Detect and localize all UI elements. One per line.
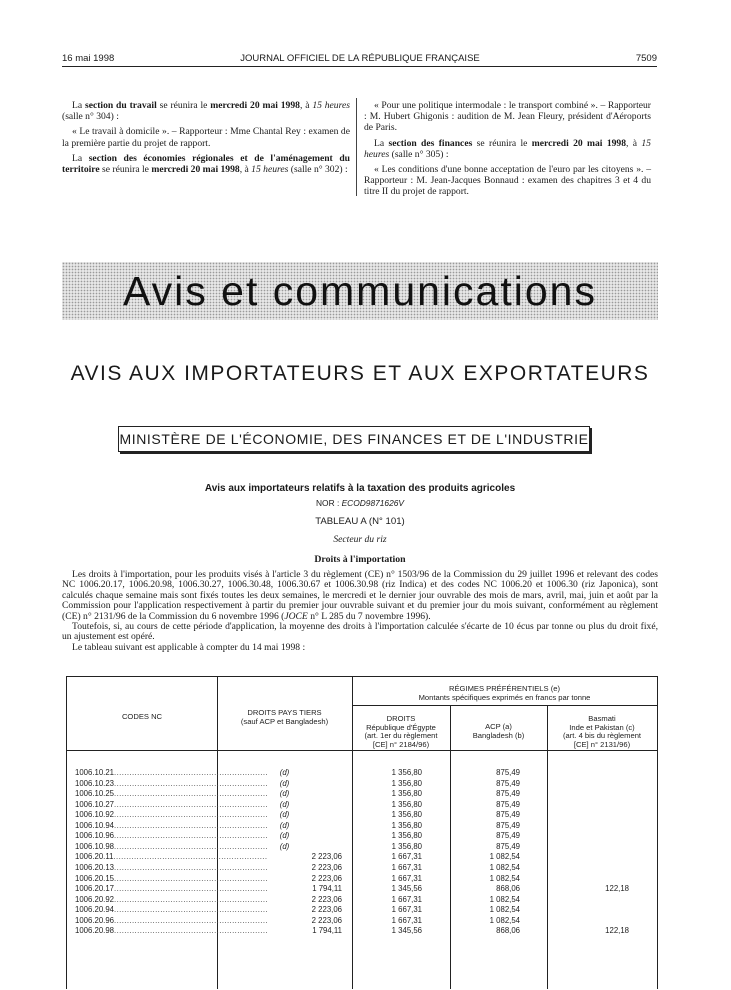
tiers-cell: 2 223,06: [311, 852, 342, 862]
egypte-cell: 1 356,80: [391, 778, 422, 788]
header-acp-line1: ACP (a): [485, 722, 512, 731]
egypte-cell: 1 356,80: [391, 799, 422, 809]
tiers-cell: (d): [279, 778, 290, 788]
tiers-cell: 1 794,11: [312, 926, 342, 936]
code-cell: 1006.10.92............................................................: [75, 810, 269, 820]
header-egypte: [352, 715, 450, 749]
code-cell: 1006.10.98............................................................: [75, 841, 269, 851]
acp-cell: 875,49: [496, 768, 520, 777]
code-cell: 1006.20.98............................................................: [75, 926, 269, 936]
egypte-cell: 1 667,31: [391, 915, 422, 925]
tiers-cell: (d): [279, 768, 290, 777]
acp-cell: 868,06: [496, 926, 520, 936]
code-cell: 1006.10.27............................................................: [75, 799, 269, 809]
header-basmati-line4: [CE] n° 2131/96): [573, 739, 631, 749]
egypte-cell: 1 667,31: [391, 873, 422, 883]
header-acp-line2: Bangladesh (b): [472, 730, 525, 740]
acp-cell: 868,06: [496, 884, 520, 894]
code-cell: 1006.10.21............................................................: [75, 768, 269, 777]
egypte-cell: 1 356,80: [391, 810, 422, 820]
egypte-cell: 1 667,31: [391, 894, 422, 904]
basmati-cell: 122,18: [605, 926, 629, 936]
notice-paragraph: Les droits à l'importation, pour les produits visés à l'article 3 du règlement (CE) n° 1503/96 de la Commission du 29 juillet 1996 et relevant des codes NC 1006.20.17, 1006.20.98, 1006.30.27, 1006.30.48, 1006.30.67 et 1006.30.98 (riz Indica) et des codes NC 1006.20 et 1006.30 (riz Japonica), sont calculés chaque semaine mais sont fixés toutes les deux semaines, le mercredi et le dernier jour ouvrable des mois de mars, avril, mai, juin et août par la Commission pour l'application respectivement à partir du premier jour ouvrable suivant et du premier jour du mois suivant, conformément au règlement (CE) n° 2131/96 de la Commission du 6 novembre 1996 (JOCE n° L 285 du 7 novembre 1996).: [62, 569, 658, 622]
egypte-cell: 1 667,31: [391, 905, 422, 915]
header-egypte-line4: [CE] n° 2184/96): [372, 739, 430, 749]
left-column-paragraph: La section des économies régionales et de l'aménagement du territoire se réunira le mercredi 20 mai 1998, à 15 heures (salle n° 302) :: [62, 152, 350, 176]
acp-cell: 1 082,54: [489, 915, 520, 925]
header-basmati: [547, 715, 657, 749]
egypte-cell: 1 356,80: [391, 841, 422, 851]
egypte-cell: 1 667,31: [391, 862, 422, 872]
header-regimes-line2: Montants spécifiques exprimés en francs par tonne: [418, 692, 591, 702]
acp-cell: 1 082,54: [489, 862, 520, 872]
section-title: AVIS AUX IMPORTATEURS ET AUX EXPORTATEURS: [70, 362, 650, 385]
column-divider: [356, 98, 357, 196]
acp-cell: 875,49: [496, 820, 520, 830]
header-egypte-line3: (art. 1er du règlement: [364, 731, 438, 741]
code-cell: 1006.10.25............................................................: [75, 789, 269, 799]
code-cell: 1006.20.13............................................................: [75, 862, 269, 872]
page-number: 7509: [635, 53, 657, 64]
tiers-cell: (d): [279, 789, 290, 799]
tiers-cell: (d): [279, 841, 290, 851]
header-rule: [62, 66, 657, 67]
banner-title: Avis et communications: [123, 268, 597, 314]
nor-label: NOR :: [316, 498, 342, 508]
notice-title: Avis aux importateurs relatifs à la taxation des produits agricoles: [204, 483, 516, 494]
right-column: [364, 100, 651, 202]
tiers-cell: (d): [279, 799, 290, 809]
tiers-cell: 2 223,06: [311, 905, 342, 915]
acp-cell: 1 082,54: [489, 873, 520, 883]
header-acp: [450, 723, 547, 740]
tiers-cell: (d): [279, 820, 290, 830]
acp-cell: 1 082,54: [489, 905, 520, 915]
header-basmati-line2: Inde et Pakistan (c): [569, 722, 635, 732]
ministry-box: MINISTÈRE DE L'ÉCONOMIE, DES FINANCES ET DE L'INDUSTRIE: [118, 426, 590, 452]
tiers-cell: (d): [279, 831, 290, 841]
subtitle: Droits à l'importation: [314, 554, 406, 565]
acp-cell: 875,49: [496, 778, 520, 788]
header-basmati-line1: Basmati: [588, 714, 616, 723]
notice-paragraph: Toutefois, si, au cours de cette période d'application, la moyenne des droits à l'importation calculée s'écarte de 10 écus par tonne ou plus du droit fixé, un ajustement est opéré.: [62, 621, 658, 643]
right-column-paragraph: « Pour une politique intermodale : le transport combiné ». – Rapporteur : M. Hubert Ghigonis : audition de M. Jean Fleury, président d'Aéroports de Paris.: [364, 100, 651, 134]
acp-cell: 875,49: [496, 789, 520, 799]
egypte-cell: 1 345,56: [391, 926, 422, 936]
header-tiers-line1: DROITS PAYS TIERS: [247, 708, 322, 717]
code-cell: 1006.10.23............................................................: [75, 778, 269, 788]
tiers-cell: 2 223,06: [311, 894, 342, 904]
egypte-cell: 1 667,31: [391, 852, 422, 862]
basmati-cell: 122,18: [605, 884, 629, 894]
right-column-paragraph: « Les conditions d'une bonne acceptation de l'euro par les citoyens ». – Rapporteur : M. Jean-Jacques Bonnaud : examen des chapitres 3 et 4 du titre II du projet de rapport.: [364, 164, 651, 198]
journal-title: JOURNAL OFFICIEL DE LA RÉPUBLIQUE FRANÇAISE: [240, 53, 480, 64]
tiers-cell: 1 794,11: [312, 884, 342, 894]
header-egypte-line2: République d'Égypte: [366, 722, 436, 732]
notice-body: [62, 570, 658, 653]
code-cell: 1006.20.94............................................................: [75, 905, 269, 915]
acp-cell: 875,49: [496, 841, 520, 851]
tiers-cell: (d): [279, 810, 290, 820]
header-regimes: [352, 685, 657, 702]
tiers-cell: 2 223,06: [311, 915, 342, 925]
left-column-paragraph: La section du travail se réunira le mercredi 20 mai 1998, à 15 heures (salle n° 304) :: [62, 100, 350, 123]
code-cell: 1006.20.17............................................................: [75, 884, 269, 894]
header-tiers: [217, 709, 352, 726]
header-codes: CODES NC: [121, 712, 163, 721]
acp-cell: 875,49: [496, 831, 520, 841]
right-column-paragraph: La section des finances se réunira le mercredi 20 mai 1998, à 15 heures (salle n° 305) :: [364, 137, 651, 160]
sector-label: Secteur du riz: [333, 534, 387, 545]
code-cell: 1006.20.96............................................................: [75, 915, 269, 925]
notice-paragraph: Le tableau suivant est applicable à compter du 14 mai 1998 :: [72, 641, 306, 653]
code-cell: 1006.20.11............................................................: [75, 852, 268, 862]
egypte-cell: 1 345,56: [391, 884, 422, 894]
left-column: [62, 100, 350, 179]
acp-cell: 1 082,54: [489, 894, 520, 904]
header-date: 16 mai 1998: [62, 53, 115, 64]
nor-code: ECOD9871626V: [341, 498, 404, 508]
egypte-cell: 1 356,80: [391, 768, 422, 777]
egypte-cell: 1 356,80: [391, 789, 422, 799]
nor-line: [62, 498, 658, 508]
acp-cell: 1 082,54: [489, 852, 520, 862]
left-column-paragraph: « Le travail à domicile ». – Rapporteur : Mme Chantal Rey : examen de la première partie du projet de rapport.: [62, 126, 350, 149]
header-regimes-line1: RÉGIMES PRÉFÉRENTIELS (e): [449, 684, 560, 693]
acp-cell: 875,49: [496, 799, 520, 809]
header-basmati-line3: (art. 4 bis du règlement: [562, 731, 642, 741]
tiers-cell: 2 223,06: [311, 862, 342, 872]
header-tiers-line2: (sauf ACP et Bangladesh): [240, 716, 329, 726]
code-cell: 1006.20.15............................................................: [75, 873, 269, 883]
header-egypte-line1: DROITS: [386, 714, 416, 723]
tiers-cell: 2 223,06: [311, 873, 342, 883]
egypte-cell: 1 356,80: [391, 820, 422, 830]
tariff-table: [66, 676, 658, 989]
acp-cell: 875,49: [496, 810, 520, 820]
code-cell: 1006.10.94............................................................: [75, 820, 269, 830]
code-cell: 1006.20.92............................................................: [75, 894, 269, 904]
code-cell: 1006.10.96............................................................: [75, 831, 269, 841]
egypte-cell: 1 356,80: [391, 831, 422, 841]
table-label: TABLEAU A (N° 101): [315, 516, 405, 527]
